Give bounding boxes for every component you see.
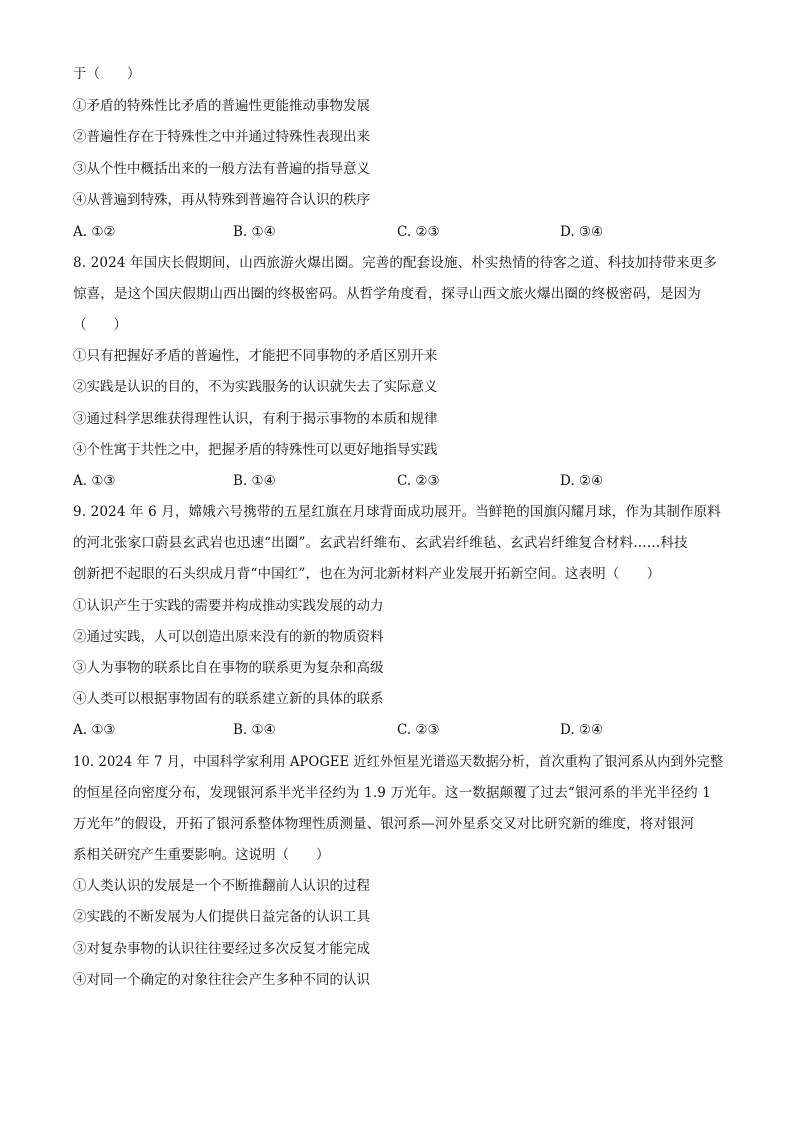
- q10-stem-line-3: 万光年”的假设，开拓了银河系整体物理性质测量、银河系—河外星系交叉对比研究新的维度，将对银河: [73, 816, 695, 832]
- q8-option-1: ①只有把握好矛盾的普遍性，才能把不同事物的矛盾区别开来: [73, 348, 438, 364]
- q8-answer-c[interactable]: C. ②③: [397, 473, 440, 489]
- q9-option-4: ④人类可以根据事物固有的联系建立新的具体的联系: [73, 691, 384, 707]
- q9-answer-c[interactable]: C. ②③: [397, 722, 440, 738]
- q8-option-3: ③通过科学思维获得理性认识，有利于揭示事物的本质和规律: [73, 411, 438, 427]
- q9-answer-d[interactable]: D. ②④: [560, 722, 604, 738]
- q9-stem-line-2: 的河北张家口蔚县玄武岩也迅速“出圈”。玄武岩纤维布、玄武岩纤维毡、玄武岩纤维复合材料……科技: [73, 535, 688, 551]
- q7-answer-a[interactable]: A. ①②: [73, 224, 116, 240]
- q9-option-1: ①认识产生于实践的需要并构成推动实践发展的动力: [73, 598, 384, 614]
- q8-stem-line-3: （ ）: [73, 317, 127, 333]
- q7-answer-b[interactable]: B. ①④: [233, 224, 276, 240]
- q8-answer-d[interactable]: D. ②④: [560, 473, 604, 489]
- q8-option-2: ②实践是认识的目的，不为实践服务的认识就失去了实际意义: [73, 379, 438, 395]
- q7-option-3: ③从个性中概括出来的一般方法有普遍的指导意义: [73, 161, 370, 177]
- q9-answer-a[interactable]: A. ①③: [73, 722, 116, 738]
- q10-stem-line-2: 的恒星径向密度分布，发现银河系半光半径约为 1.9 万光年。这一数据颠覆了过去“银河系的半光半径约 1: [73, 785, 711, 801]
- q9-stem-line-3: 创新把不起眼的石头织成月背“中国红”，也在为河北新材料产业发展开拓新空间。这表明（ ）: [73, 566, 661, 582]
- q7-answer-choices: [73, 222, 723, 242]
- q9-answer-choices: [73, 720, 723, 740]
- q9-option-3: ③人为事物的联系比自在事物的联系更为复杂和高级: [73, 660, 384, 676]
- q10-stem-line-1: 10. 2024 年 7 月，中国科学家利用 APOGEE 近红外恒星光谱巡天数据分析，首次重构了银河系从内到外完整: [73, 754, 724, 770]
- q7-option-2: ②普遍性存在于特殊性之中并通过特殊性表现出来: [73, 129, 370, 145]
- q9-answer-b[interactable]: B. ①④: [233, 722, 276, 738]
- q7-answer-d[interactable]: D. ③④: [560, 224, 604, 240]
- q8-answer-choices: [73, 471, 723, 491]
- q7-stem-tail: 于（ ）: [73, 66, 141, 82]
- q8-stem-line-2: 惊喜，是这个国庆假期山西出圈的终极密码。从哲学角度看，探寻山西文旅火爆出圈的终极密码，是因为: [73, 286, 701, 302]
- q8-answer-a[interactable]: A. ①③: [73, 473, 116, 489]
- q10-option-1: ①人类认识的发展是一个不断推翻前人认识的过程: [73, 878, 370, 894]
- q7-answer-c[interactable]: C. ②③: [397, 224, 440, 240]
- q8-stem-line-1: 8. 2024 年国庆长假期间，山西旅游火爆出圈。完善的配套设施、朴实热情的待客之道、科技加持带来更多: [73, 255, 717, 271]
- q7-option-1: ①矛盾的特殊性比矛盾的普遍性更能推动事物发展: [73, 98, 370, 114]
- q9-stem-line-1: 9. 2024 年 6 月，嫦娥六号携带的五星红旗在月球背面成功展开。当鲜艳的国旗闪耀月球，作为其制作原料: [73, 504, 721, 520]
- q10-option-4: ④对同一个确定的对象往往会产生多种不同的认识: [73, 972, 370, 988]
- q7-option-4: ④从普遍到特殊，再从特殊到普遍符合认识的秩序: [73, 192, 370, 208]
- q10-option-3: ③对复杂事物的认识往往要经过多次反复才能完成: [73, 941, 370, 957]
- q10-stem-line-4: 系相关研究产生重要影响。这说明（ ）: [73, 847, 330, 863]
- q8-option-4: ④个性寓于共性之中，把握矛盾的特殊性可以更好地指导实践: [73, 442, 438, 458]
- q8-answer-b[interactable]: B. ①④: [233, 473, 276, 489]
- q10-option-2: ②实践的不断发展为人们提供日益完备的认识工具: [73, 909, 370, 925]
- q9-option-2: ②通过实践，人可以创造出原来没有的新的物质资料: [73, 629, 384, 645]
